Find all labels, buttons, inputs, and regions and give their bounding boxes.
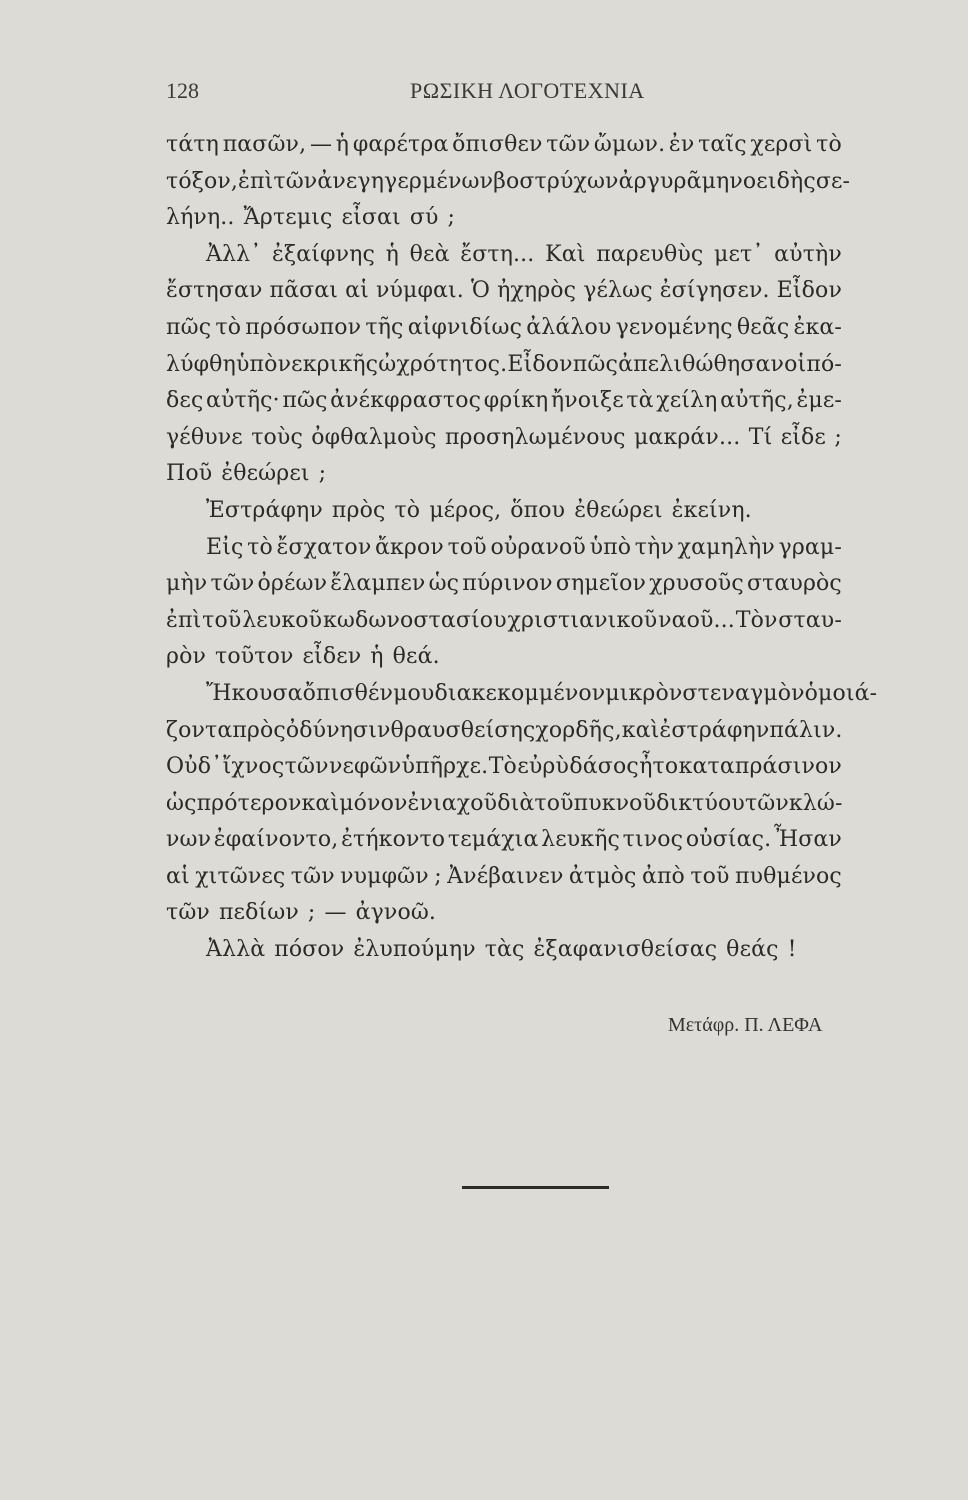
section-divider <box>462 1186 609 1189</box>
text-line: Ἤκουσα ὄπισθέν μου διακεκομμένον μικρὸν στεναγμὸν ὁμοιά- <box>206 680 878 706</box>
text-line: Ἀλλὰ πόσον ἐλυπούμην τὰς ἐξαφανισθείσας θεάς ! <box>206 937 797 963</box>
text-line: Ποῦ ἐθεώρει ; <box>166 461 327 487</box>
text-line: ζοντα πρὸς ὀδύνησιν θραυσθείσης χορδῆς, καὶ ἐστράφην πάλιν. <box>166 717 843 743</box>
body-text <box>166 127 878 969</box>
page-number: 128 <box>166 78 199 103</box>
text-line: ἐπὶ τοῦ λευκοῦ κωδωνοστασίου χριστιανικοῦ ναοῦ... Τὸν σταυ- <box>166 607 842 633</box>
text-line: τόξον, ἐπὶ τῶν ἀνεγηγερμένων βοστρύχων ἀργυρᾶ μηνοειδὴς σε- <box>166 168 851 194</box>
text-line: τῶν πεδίων ; — ἀγνοῶ. <box>166 900 437 926</box>
text-line: λύφθη ὑπὸ νεκρικῆς ὠχρότητος. Εἶδον πῶς ἀπελιθώθησαν οἱ πό- <box>166 351 842 377</box>
text-line: Ἀλλ᾽ ἐξαίφνης ἡ θεὰ ἔστη... Καὶ παρευθὺς μετ᾽ αὐτὴν <box>206 241 842 267</box>
text-line: μὴν τῶν ὀρέων ἔλαμπεν ὡς πύρινον σημεῖον χρυσοῦς σταυρὸς <box>166 571 842 597</box>
text-line: τάτη πασῶν, — ἡ φαρέτρα ὄπισθεν τῶν ὤμων. ἐν ταῖς χερσὶ τὸ <box>166 132 842 157</box>
text-line: λήνη.. Ἄρτεμις εἶσαι σύ ; <box>166 205 456 231</box>
text-line: ρὸν τοῦτον εἶδεν ἡ θεά. <box>166 644 440 670</box>
page-header <box>166 74 846 110</box>
text-line: νων ἐφαίνοντο, ἐτήκοντο τεμάχια λευκῆς τινος οὐσίας. Ἦσαν <box>166 827 842 853</box>
text-line: Οὐδ᾽ ἴχνος τῶν νεφῶν ὑπῆρχε. Τὸ εὐρὺ δάσος ἦτο καταπράσινον <box>166 754 842 780</box>
text-line: ἔστησαν πᾶσαι αἱ νύμφαι. Ὁ ἠχηρὸς γέλως ἐσίγησεν. Εἶδον <box>166 278 842 304</box>
text-line: Εἰς τὸ ἔσχατον ἄκρον τοῦ οὐρανοῦ ὑπὸ τὴν χαμηλὴν γραμ- <box>206 534 842 560</box>
running-title: ΡΩΣΙΚΗ ΛΟΓΟΤΕΧΝΙΑ <box>410 78 645 103</box>
text-line: δες αὐτῆς· πῶς ἀνέκφραστος φρίκη ἤνοιξε τὰ χείλη αὐτῆς, ἐμε- <box>166 388 842 414</box>
text-line: πῶς τὸ πρόσωπον τῆς αἰφνιδίως ἀλάλου γενομένης θεᾶς ἐκα- <box>166 314 842 340</box>
text-line: αἱ χιτῶνες τῶν νυμφῶν ; Ἀνέβαινεν ἀτμὸς ἀπὸ τοῦ πυθμένος <box>166 863 842 889</box>
text-line: γέθυνε τοὺς ὀφθαλμοὺς προσηλωμένους μακράν... Τί εἶδε ; <box>166 424 842 450</box>
text-line: Ἐστράφην πρὸς τὸ μέρος, ὅπου ἐθεώρει ἐκείνη. <box>206 497 752 523</box>
translator-signature: Μετάφρ. Π. ΛΕΦΑ <box>668 1014 823 1036</box>
text-line: ὡς πρότερον καὶ μόνον ἐνιαχοῦ διὰ τοῦ πυκνοῦ δικτύου τῶν κλώ- <box>166 790 843 816</box>
